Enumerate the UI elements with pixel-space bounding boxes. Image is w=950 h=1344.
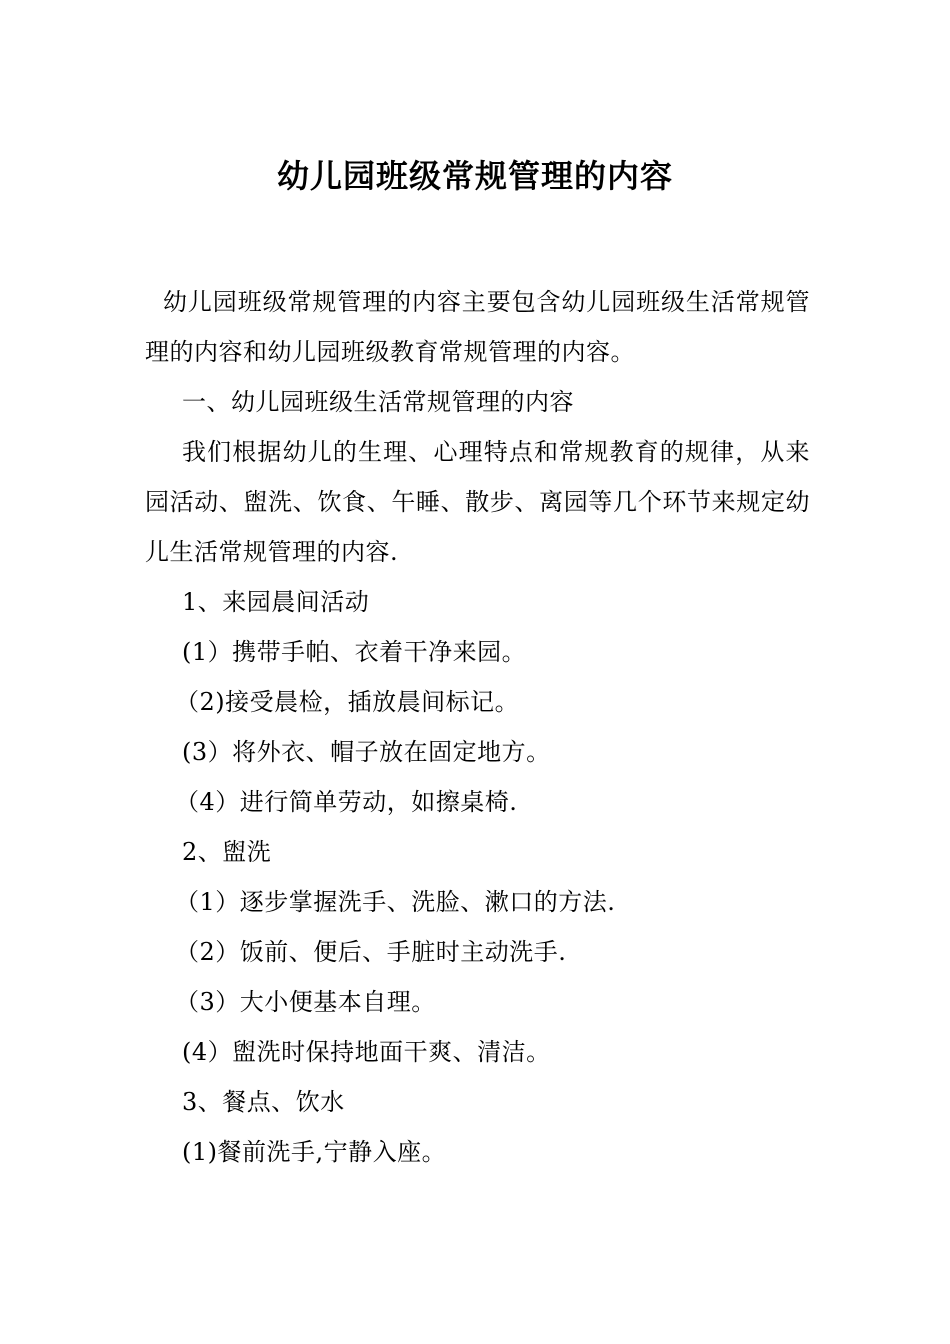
list-item: (1)餐前洗手,宁静入座。 <box>182 1138 447 1166</box>
section-heading: 一、幼儿园班级生活常规管理的内容 <box>182 388 574 416</box>
list-item: （3）大小便基本自理。 <box>175 988 436 1016</box>
list-item: (3）将外衣、帽子放在固定地方。 <box>182 738 551 766</box>
list-item: （2）饭前、便后、手脏时主动洗手. <box>175 938 567 966</box>
list-item: (1）携带手帕、衣着干净来园。 <box>182 638 527 666</box>
list-item: （1）逐步掌握洗手、洗脸、漱口的方法. <box>175 888 616 916</box>
list-item: （2)接受晨检，插放晨间标记。 <box>175 688 520 716</box>
list-item: (4）盥洗时保持地面干爽、清洁。 <box>182 1038 551 1066</box>
document-body <box>145 277 810 1177</box>
paragraph: 我们根据幼儿的生理、心理特点和常规教育的规律，从来园活动、盥洗、饮食、午睡、散步、离园等几个环节来规定幼儿生活常规管理的内容. <box>145 438 810 566</box>
subsection-heading: 2、盥洗 <box>182 838 272 866</box>
subsection-heading: 1、来园晨间活动 <box>182 588 370 616</box>
intro-paragraph: 幼儿园班级常规管理的内容主要包含幼儿园班级生活常规管理的内容和幼儿园班级教育常规管理的内容。 <box>145 288 810 366</box>
subsection-heading: 3、餐点、饮水 <box>182 1088 345 1116</box>
list-item: （4）进行简单劳动，如擦桌椅. <box>175 788 518 816</box>
document-title: 幼儿园班级常规管理的内容 <box>276 157 673 195</box>
